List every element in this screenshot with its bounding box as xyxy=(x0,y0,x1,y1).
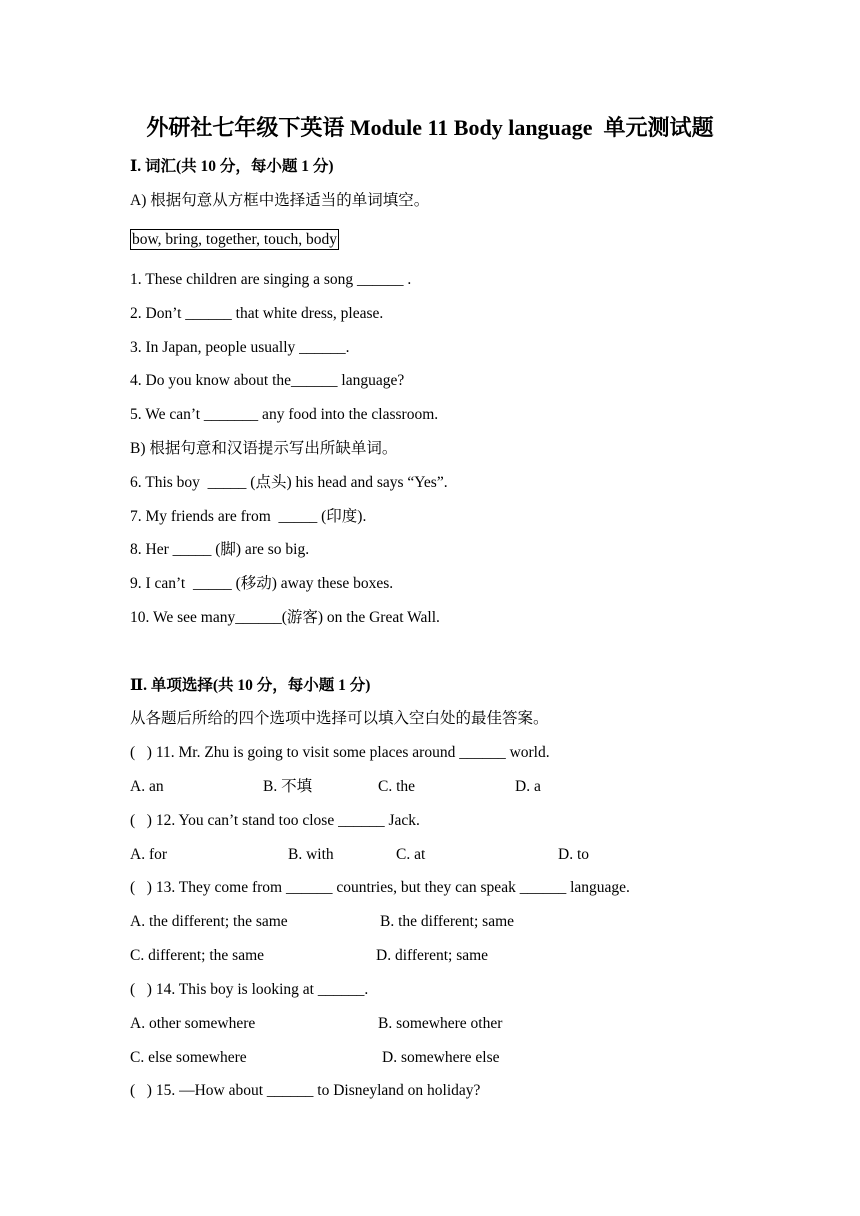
question-3: 3. In Japan, people usually ______. xyxy=(130,339,350,356)
q12-option-b: B. with xyxy=(288,846,334,863)
q14-option-c: C. else somewhere xyxy=(130,1049,247,1066)
q14-option-a: A. other somewhere xyxy=(130,1015,256,1032)
section-2-heading: Ⅱ. 单项选择(共 10 分，每小题 1 分) xyxy=(130,677,371,694)
q11-option-a: A. an xyxy=(130,778,164,795)
question-7: 7. My friends are from _____ (印度). xyxy=(130,508,367,525)
q13-option-d: D. different; same xyxy=(376,947,489,964)
q14-option-d: D. somewhere else xyxy=(382,1049,500,1066)
q11-option-c: C. the xyxy=(378,778,416,795)
q13-option-a: A. the different; the same xyxy=(130,913,288,930)
q13-option-b: B. the different; same xyxy=(380,913,515,930)
word-box xyxy=(130,230,339,250)
q11-option-b: B. 不填 xyxy=(263,778,313,795)
question-14: ( ) 14. This boy is looking at ______. xyxy=(130,981,369,998)
word-box-text: bow, bring, together, touch, body xyxy=(132,231,338,248)
part-b-instruction: B) 根据句意和汉语提示写出所缺单词。 xyxy=(130,440,398,457)
q11-option-d: D. a xyxy=(515,778,541,795)
question-11: ( ) 11. Mr. Zhu is going to visit some places around ______ world. xyxy=(130,744,550,761)
section-1-heading: Ⅰ. 词汇(共 10 分，每小题 1 分) xyxy=(130,158,334,175)
question-13: ( ) 13. They come from ______ countries, but they can speak ______ language. xyxy=(130,879,630,896)
part-a-instruction: A) 根据句意从方框中选择适当的单词填空。 xyxy=(130,192,430,209)
section-2-instruction: 从各题后所给的四个选项中选择可以填入空白处的最佳答案。 xyxy=(130,710,549,727)
q12-option-a: A. for xyxy=(130,846,168,863)
question-1: 1. These children are singing a song ______ . xyxy=(130,271,412,288)
question-15: ( ) 15. —How about ______ to Disneyland on holiday? xyxy=(130,1082,481,1099)
question-2: 2. Don’t ______ that white dress, please. xyxy=(130,305,384,322)
question-8: 8. Her _____ (脚) are so big. xyxy=(130,541,310,558)
q13-option-c: C. different; the same xyxy=(130,947,265,964)
question-5: 5. We can’t _______ any food into the classroom. xyxy=(130,406,439,423)
question-6: 6. This boy _____ (点头) his head and says “Yes”. xyxy=(130,474,448,491)
question-12: ( ) 12. You can’t stand too close ______ Jack. xyxy=(130,812,420,829)
q12-option-d: D. to xyxy=(558,846,589,863)
page-title: 外研社七年级下英语 Module 11 Body language 单元测试题 xyxy=(146,115,714,140)
question-4: 4. Do you know about the______ language? xyxy=(130,372,405,389)
question-10: 10. We see many______(游客) on the Great Wall. xyxy=(130,609,440,626)
q12-option-c: C. at xyxy=(396,846,426,863)
q14-option-b: B. somewhere other xyxy=(378,1015,503,1032)
question-9: 9. I can’t _____ (移动) away these boxes. xyxy=(130,575,394,592)
